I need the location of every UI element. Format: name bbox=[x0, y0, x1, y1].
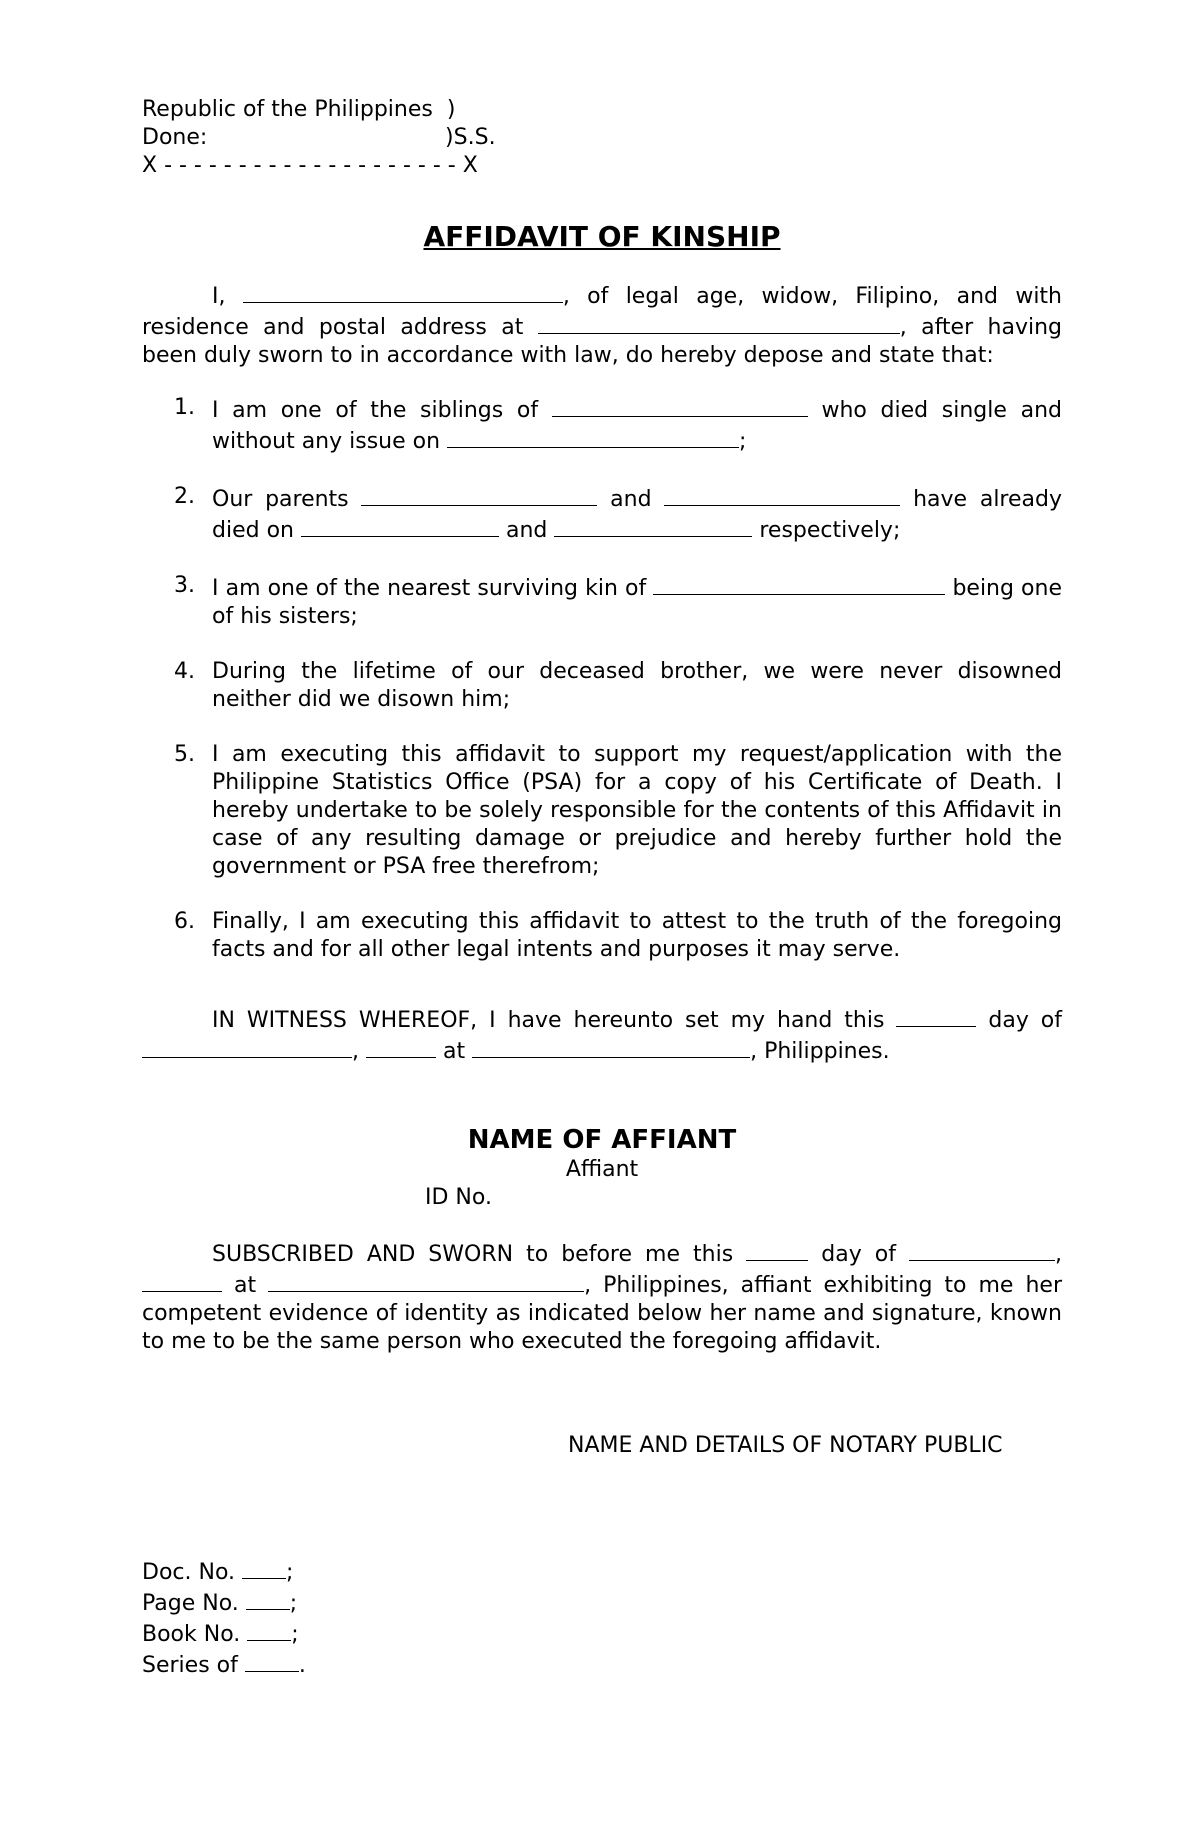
jurat-text: , bbox=[1054, 1242, 1062, 1267]
affiant-label: Affiant bbox=[565, 1157, 639, 1182]
parent-2-blank bbox=[664, 483, 900, 506]
item-text: I am one of the siblings of bbox=[212, 398, 539, 423]
statement-list bbox=[142, 394, 1062, 964]
affiant-name: NAME OF AFFIANT bbox=[467, 1125, 737, 1155]
affiant-id-label: ID No. bbox=[425, 1185, 492, 1210]
item-number: 2. bbox=[174, 484, 195, 509]
list-item bbox=[142, 572, 1062, 631]
item-number: 5. bbox=[174, 742, 195, 767]
item-number: 6. bbox=[174, 909, 195, 934]
list-item bbox=[142, 741, 1062, 881]
notary-details: NAME AND DETAILS OF NOTARY PUBLIC bbox=[568, 1433, 1003, 1458]
item-text: and bbox=[610, 487, 652, 512]
list-item bbox=[142, 483, 1062, 545]
punctuation: . bbox=[298, 1653, 306, 1678]
witness-text: day of bbox=[988, 1008, 1063, 1033]
book-number-blank bbox=[247, 1618, 291, 1641]
item-text: and bbox=[505, 518, 548, 543]
item-number: 1. bbox=[174, 395, 195, 420]
intro-paragraph bbox=[142, 280, 1062, 370]
jurat-paragraph bbox=[142, 1238, 1062, 1356]
sibling-name-blank bbox=[552, 394, 808, 417]
list-item bbox=[142, 394, 1062, 456]
document-title: AFFIDAVIT OF KINSHIP bbox=[423, 220, 781, 253]
witness-text: IN WITNESS WHEREOF, I have hereunto set my hand this bbox=[212, 1008, 885, 1033]
affiant-name-blank bbox=[243, 280, 563, 303]
item-text: being one of his sisters; bbox=[212, 576, 1062, 629]
document-content bbox=[142, 96, 1062, 1680]
jurat-text: , Philippines, affiant exhibiting to me her competent evidence of identity as indicated below her name and signature, known to me to be the same person who executed the foregoing affidavit. bbox=[142, 1273, 1062, 1354]
witness-paragraph bbox=[142, 1004, 1062, 1066]
item-text: who died single and without any issue on bbox=[212, 398, 1062, 454]
item-text: During the lifetime of our deceased brother, we were never disowned neither did we disown him; bbox=[212, 659, 1062, 712]
venue-header bbox=[142, 96, 1062, 180]
series-label: Series of bbox=[142, 1653, 238, 1678]
venue-line-republic: Republic of the Philippines ) bbox=[142, 97, 456, 122]
doc-number-blank bbox=[242, 1556, 286, 1579]
witness-year-blank bbox=[366, 1035, 436, 1058]
item-number: 4. bbox=[174, 659, 195, 684]
item-text: Finally, I am executing this affidavit to attest to the truth of the foregoing facts and for all other legal intents and purposes it may serve. bbox=[212, 909, 1062, 962]
list-item bbox=[142, 658, 1062, 714]
witness-text: at bbox=[443, 1039, 466, 1064]
jurat-year-blank bbox=[142, 1269, 222, 1292]
kin-name-blank bbox=[653, 572, 945, 595]
parent-1-blank bbox=[361, 483, 597, 506]
death-date-blank bbox=[447, 425, 739, 448]
item-text: I am executing this affidavit to support my request/application with the Philippine Statistics Office (PSA) for a copy of his Certificate of Death. I hereby undertake to be solely responsible for the contents of this Affidavit in case of any resulting damage or prejudice and hereby further hold the government or PSA free therefrom; bbox=[212, 742, 1062, 879]
witness-day-blank bbox=[896, 1004, 976, 1027]
doc-number-label: Doc. No. bbox=[142, 1560, 236, 1585]
notarial-register bbox=[142, 1556, 1062, 1680]
list-item bbox=[142, 908, 1062, 964]
item-text: I am one of the nearest surviving kin of bbox=[212, 576, 647, 601]
parent-1-death-blank bbox=[301, 514, 499, 537]
punctuation: ; bbox=[291, 1622, 299, 1647]
item-number: 3. bbox=[174, 573, 195, 598]
jurat-place-blank bbox=[268, 1269, 584, 1292]
item-text: Our parents bbox=[212, 487, 349, 512]
jurat-text: SUBSCRIBED AND SWORN to before me this bbox=[212, 1242, 734, 1267]
jurat-text: day of bbox=[821, 1242, 896, 1267]
doc-number-line bbox=[142, 1556, 1062, 1587]
witness-month-blank bbox=[142, 1035, 352, 1058]
page-number-label: Page No. bbox=[142, 1591, 239, 1616]
series-blank bbox=[245, 1649, 299, 1672]
witness-place-blank bbox=[472, 1035, 750, 1058]
item-text: ; bbox=[739, 429, 747, 454]
jurat-month-blank bbox=[909, 1238, 1055, 1261]
book-number-label: Book No. bbox=[142, 1622, 241, 1647]
punctuation: ; bbox=[286, 1560, 294, 1585]
parent-2-death-blank bbox=[554, 514, 752, 537]
item-text: have already died on bbox=[212, 487, 1062, 543]
page-number-line bbox=[142, 1587, 1062, 1618]
intro-text-3: , after having been duly sworn to in accordance with law, do hereby depose and state that: bbox=[142, 315, 1062, 368]
page-number-blank bbox=[246, 1587, 290, 1610]
witness-text: , Philippines. bbox=[750, 1039, 890, 1064]
book-number-line bbox=[142, 1618, 1062, 1649]
item-text: respectively; bbox=[759, 518, 901, 543]
jurat-day-blank bbox=[746, 1238, 808, 1261]
witness-text: , bbox=[352, 1039, 359, 1064]
address-blank bbox=[538, 311, 900, 334]
series-line bbox=[142, 1649, 1062, 1680]
venue-line-done: Done: )S.S. bbox=[142, 125, 496, 150]
intro-text-2: , of legal age, widow, Filipino, and with residence and postal address at bbox=[142, 284, 1062, 340]
jurat-text: at bbox=[234, 1273, 257, 1298]
intro-text-1: I, bbox=[212, 284, 226, 309]
venue-line-separator: X - - - - - - - - - - - - - - - - - - - - X bbox=[142, 153, 478, 178]
punctuation: ; bbox=[289, 1591, 298, 1616]
